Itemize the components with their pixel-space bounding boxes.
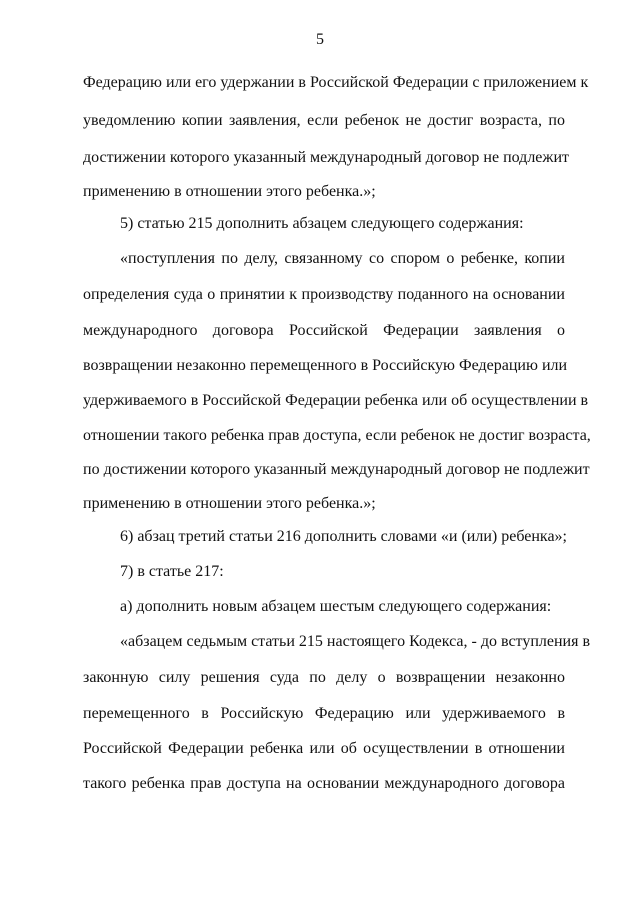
text-line: международного договора Российской Федерации заявления о bbox=[83, 322, 565, 339]
text-line: возвращении незаконно перемещенного в Российскую Федерацию или bbox=[83, 357, 568, 374]
text-line: отношении такого ребенка прав доступа, если ребенок не достиг возраста, bbox=[83, 427, 591, 444]
text-line: законную силу решения суда по делу о возвращении незаконно bbox=[83, 669, 565, 686]
text-line: «абзацем седьмым статьи 215 настоящего Кодекса, - до вступления в bbox=[120, 633, 591, 650]
text-line: 6) абзац третий статьи 216 дополнить словами «и (или) ребенка»; bbox=[120, 528, 567, 545]
text-line: применению в отношении этого ребенка.»; bbox=[83, 495, 376, 512]
text-line: 7) в статье 217: bbox=[120, 563, 224, 580]
text-line: достижении которого указанный международный договор не подлежит bbox=[83, 149, 570, 166]
text-line: перемещенного в Российскую Федерацию или удерживаемого в bbox=[83, 705, 565, 722]
text-line: а) дополнить новым абзацем шестым следующего содержания: bbox=[120, 598, 552, 615]
page-number: 5 bbox=[316, 31, 324, 48]
text-line: уведомлению копии заявления, если ребенок не достиг возраста, по bbox=[83, 112, 565, 129]
text-line: определения суда о принятии к производству поданного на основании bbox=[83, 286, 565, 303]
text-line: 5) статью 215 дополнить абзацем следующего содержания: bbox=[120, 215, 524, 232]
text-line: Российской Федерации ребенка или об осуществлении в отношении bbox=[83, 740, 565, 757]
text-line: такого ребенка прав доступа на основании международного договора bbox=[83, 775, 565, 792]
text-line: удерживаемого в Российской Федерации ребенка или об осуществлении в bbox=[83, 392, 589, 409]
text-line: Федерацию или его удержании в Российской Федерации с приложением к bbox=[83, 74, 589, 91]
text-line: применению в отношении этого ребенка.»; bbox=[83, 183, 376, 200]
text-line: «поступления по делу, связанному со спором о ребенке, копии bbox=[120, 250, 565, 267]
text-line: по достижении которого указанный международный договор не подлежит bbox=[83, 461, 590, 478]
